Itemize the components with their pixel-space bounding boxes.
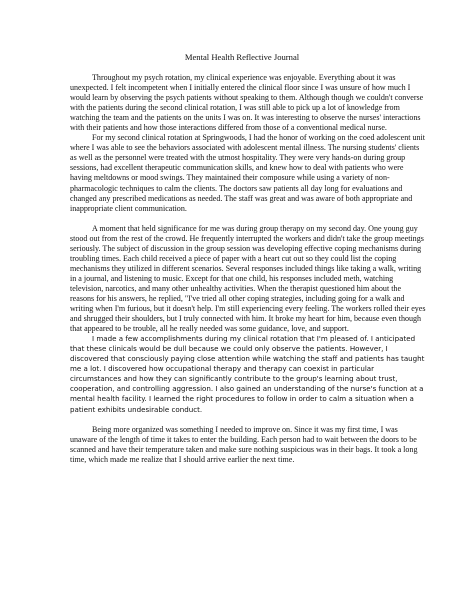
paragraph-springwoods: For my second clinical rotation at Springwoods, I had the honor of working on the coed adolescent unit where I was able to see the behaviors associated with adolescent mental illness. The nursing students' clients as well as the personnel were treated with the utmost hospitality. They were very hands-on during group sessions, had excellent therapeutic communication skills, and knew how to deal with patients who were having meltdowns or mood swings. They maintained their composure while using a variety of non-pharmacologic techniques to calm the clients. The doctors saw patients all day long for evaluations and changed any prescribed medications as needed. The staff was great and was aware of both appropriate and inappropriate client communication.: [70, 133, 425, 213]
paragraph-group-therapy: A moment that held significance for me was during group therapy on my second day. One young guy stood out from the rest of the crowd. He frequently interrupted the workers and didn't take the group meetings seriously. The subject of discussion in the group session was developing effective coping mechanisms during troubling times. Each child received a piece of paper with a heart cut out so they could list the coping mechanisms they utilized in different scenarios. Several responses included things like taking a walk, writing in a journal, and listening to music. Except for that one child, his responses included meth, watching television, narcotics, and many other unhealthy activities. When the therapist questioned him about the reasons for his answers, he replied, "I've tried all other coping strategies, including going for a walk and writing when I'm furious, but it doesn't help. I'm still experiencing every feeling. The workers rolled their eyes and shrugged their shoulders, but I truly connected with him. It broke my heart for him, because even though that appeared to be trouble, all he really needed was some guidance, love, and support.: [70, 223, 426, 334]
page-title: Mental Health Reflective Journal: [184, 52, 300, 62]
paragraph-accomplishments: I made a few accomplishments during my clinical rotation that I'm pleased of. I anticipated that these clinicals would be dull because we could only observe the patients. However, I discovered that consciously paying close attention while watching the staff and patients has taught me a lot. I discovered how occupational therapy and therapy can coexist in particular circumstances and how they can significantly contribute to the group's learning about trust, cooperation, and controlling aggression. I also gained an understanding of the nurse's function at a mental health facility. I learned the right procedures to follow in order to calm a situation when a patient exhibits undesirable conduct.: [70, 334, 425, 414]
paragraph-gap: [70, 214, 426, 224]
paragraph-organization: Being more organized was something I needed to improve on. Since it was my first time, I was unaware of the length of time it takes to enter the building. Each person had to wait between the doors to be scanned and have their temperature taken and make sure nothing suspicious was in their bags. It took a long time, which made me realize that I should arrive earlier the next time.: [70, 424, 418, 464]
paragraph-gap: [70, 415, 426, 425]
paragraph-intro: Throughout my psych rotation, my clinical experience was enjoyable. Everything about it was unexpected. I felt incompetent when I initially entered the clinical floor since I was unsure of how much I would learn by observing the psych patients without speaking to them. Although though we couldn't converse with the patients during the second clinical rotation, I was still able to pick up a lot of knowledge from watching the team and the patients on the units I was on. It was interesting to observe the nurses' interactions with their patients and how those interactions differed from those of a conventional medical nurse.: [70, 73, 424, 133]
